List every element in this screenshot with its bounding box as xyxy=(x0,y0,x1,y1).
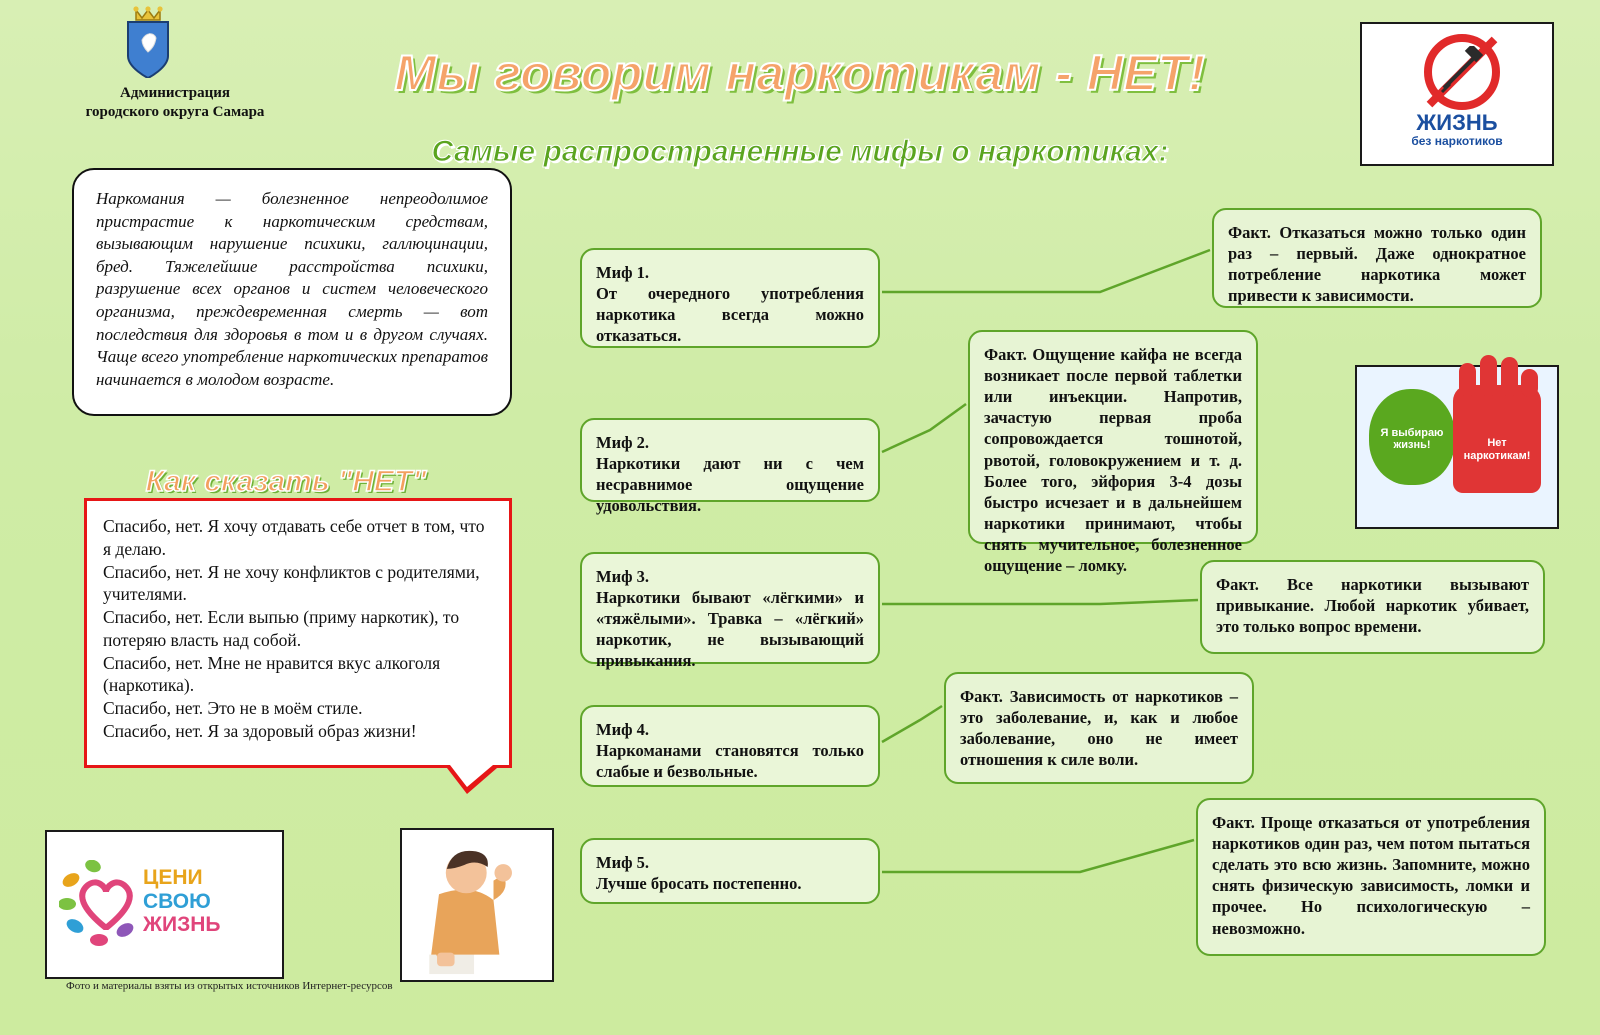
fact-label: Факт. xyxy=(1212,813,1255,832)
no-line: Спасибо, нет. Если выпью (приму наркотик), то потеряю власть над собой. xyxy=(103,607,460,650)
fact-box-3 xyxy=(1200,560,1545,654)
no-line: Спасибо, нет. Я хочу отдавать себе отчет в том, что я делаю. xyxy=(103,516,485,559)
logo-choose-life xyxy=(1355,365,1559,529)
value-line-1: ЦЕНИ xyxy=(143,866,203,889)
admin-line-2: городского округа Самара xyxy=(85,103,265,120)
fact-box-1 xyxy=(1212,208,1542,308)
myth-box-5 xyxy=(580,838,880,904)
syringe-icon xyxy=(1436,46,1490,98)
logo-life-without-drugs xyxy=(1360,22,1554,166)
myth-label: Миф 2. xyxy=(596,433,649,452)
myth-box-1 xyxy=(580,248,880,348)
how-to-say-no-box xyxy=(84,498,512,768)
boy-raising-hand-icon xyxy=(402,830,548,976)
definition-box: Наркомания — болезненное непреодолимое пристрастие к наркотическим средствам, вызывающим нарушение психики, галлюцинации, бред. Тяжелейшие расстройства психики, разрушение всех органов и систем человеческого организма, преждевременная смерть — вот последствия для здоровья в том и в другом случаях. Чаще всего употребление наркотических препаратов начинается в молодом возрасте. xyxy=(72,168,512,416)
fact-box-4 xyxy=(944,672,1254,784)
fact-text: Проще отказаться от употребления наркотиков один раз, чем потом пытаться сделать это всю жизнь. Запомните, можно снять физическую зависимость, ломки и прочее. Но психологическую – невозможно. xyxy=(1212,813,1530,938)
fact-label: Факт. xyxy=(1216,575,1259,594)
hand-label: Нет наркотикам! xyxy=(1463,437,1531,462)
value-line-3: ЖИЗНЬ xyxy=(143,913,221,937)
fact-box-2 xyxy=(968,330,1258,576)
fact-text: Все наркотики вызывают привыкание. Любой наркотик убивает, это только вопрос времени. xyxy=(1216,575,1529,637)
fact-label: Факт. xyxy=(1228,223,1271,242)
no-line: Спасибо, нет. Я за здоровый образ жизни! xyxy=(103,720,417,741)
page-title: Мы говорим наркотикам - НЕТ! xyxy=(394,45,1206,101)
boy-illustration xyxy=(400,828,554,982)
colored-petals-icon xyxy=(59,860,149,950)
no-line: Спасибо, нет. Я не хочу конфликтов с родителями, учителями. xyxy=(103,561,480,605)
speech-bubble-tail-inner xyxy=(450,765,493,787)
fact-text: Ощущение кайфа не всегда возникает после первой таблетки или инъекции. Напротив, зачастую первая проба сопровождается тошнотой, рвотой, головокружением и т. д. Более того, эйфория 3-4 дозы быстро исчезает и в дальнейшем наркотики принимают, чтобы снять мучительное, болезненное ощущение – ломку. xyxy=(984,345,1243,576)
no-line: Спасибо, нет. Это не в моём стиле. xyxy=(103,698,363,718)
value-line-2: СВОЮ xyxy=(143,889,211,913)
admin-line-1: Администрация xyxy=(119,85,231,101)
page-subtitle: Самые распространенные мифы о наркотиках: xyxy=(431,135,1169,168)
myth-text: Лучше бросать постепенно. xyxy=(596,874,802,894)
coat-of-arms-icon xyxy=(122,6,174,78)
fact-text: Отказаться можно только один раз – первый. Даже однократное потребление наркотика может привести к зависимости. xyxy=(1228,223,1526,306)
logo-life-word: ЖИЗНЬ xyxy=(1416,110,1498,135)
myth-text: Наркотики дают ни с чем несравнимое ощущение удовольствия. xyxy=(596,454,864,516)
fact-label: Факт. xyxy=(984,345,1027,364)
fact-box-5 xyxy=(1196,798,1546,956)
myth-text: От очередного употребления наркотика всегда можно отказаться. xyxy=(596,284,864,346)
myth-text: Наркотики бывают «лёгкими» и «тяжёлыми». Травка – «лёгкий» наркотик, не вызывающий привыкания. xyxy=(596,588,864,671)
logo-life-sub: без наркотиков xyxy=(1411,134,1503,148)
administration-label xyxy=(60,84,290,122)
myth-box-2 xyxy=(580,418,880,516)
logo-value-your-life xyxy=(45,830,284,979)
fact-text: Зависимость от наркотиков – это заболевание, и, как и любое заболевание, оно не имеет отношения к силе воли. xyxy=(960,687,1238,770)
myth-box-3 xyxy=(580,552,880,671)
myth-box-4 xyxy=(580,705,880,787)
myth-label: Миф 5. xyxy=(596,853,649,872)
how-to-say-no-title: Как сказать "НЕТ" xyxy=(145,465,427,498)
fact-label: Факт. xyxy=(960,687,1003,706)
value-logo-words xyxy=(143,866,273,937)
myth-text: Наркоманами становятся только слабые и безвольные. xyxy=(596,741,864,782)
no-line: Спасибо, нет. Мне не нравится вкус алкоголя (наркотика). xyxy=(103,652,441,696)
myth-label: Миф 1. xyxy=(596,263,649,282)
myth-label: Миф 3. xyxy=(596,567,649,586)
myth-label: Миф 4. xyxy=(596,720,649,739)
apple-label: Я выбираю жизнь! xyxy=(1380,427,1444,452)
footer-note: Фото и материалы взяты из открытых источников Интернет-ресурсов xyxy=(66,980,393,992)
